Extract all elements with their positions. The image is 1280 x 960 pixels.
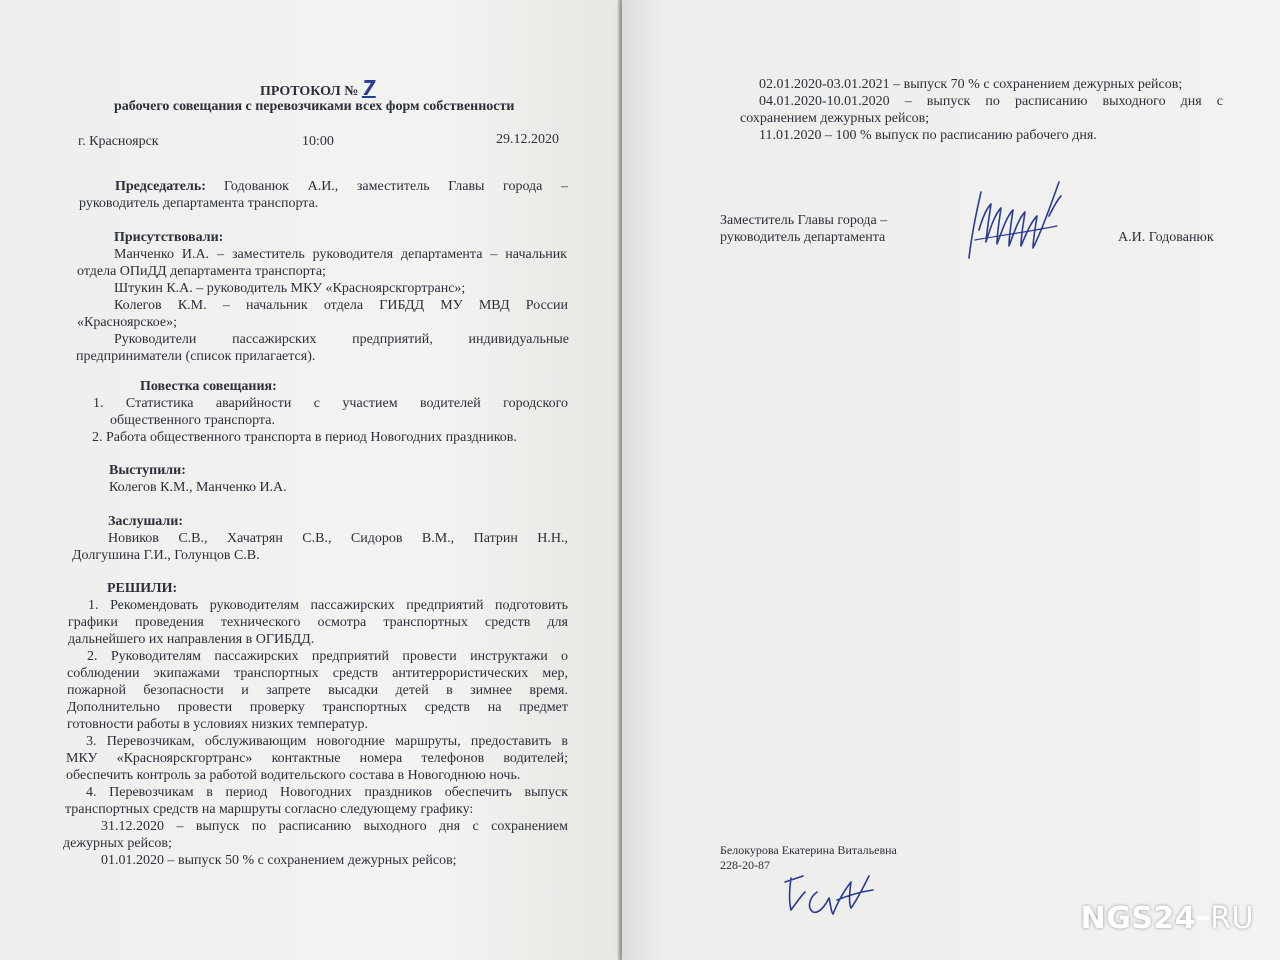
meeting-time: 10:00 bbox=[302, 134, 334, 149]
decided-line-5: соблюдении экипажами транспортных средств антитеррористических мер, bbox=[67, 666, 568, 681]
schedule-line-2: 04.01.2020-10.01.2020 – выпуск по расписанию выходного дня с bbox=[759, 94, 1223, 109]
decided-line-11: обеспечить контроль за работой водительского состава в Новогоднюю ночь. bbox=[66, 768, 521, 783]
present-line-2: отдела ОПиДД департамента транспорта; bbox=[77, 264, 326, 279]
chair-line-2: руководитель департамента транспорта. bbox=[79, 196, 319, 211]
document-page-left bbox=[0, 0, 622, 960]
agenda-line-2: общественного транспорта. bbox=[110, 413, 275, 428]
agenda-label: Повестка совещания: bbox=[140, 379, 277, 394]
agenda-line-1: 1. Статистика аварийности с участием водителей городского bbox=[93, 396, 568, 411]
meeting-date: 29.12.2020 bbox=[496, 132, 559, 147]
decided-line-10: МКУ «Красноярскгортранс» контактные номера телефонов водителей; bbox=[66, 751, 568, 766]
spoke-label: Выступили: bbox=[109, 463, 186, 478]
watermark-brand: NGS24 bbox=[1080, 901, 1197, 936]
present-line-7: предприниматели (список прилагается). bbox=[76, 349, 316, 364]
decided-label: РЕШИЛИ: bbox=[107, 581, 178, 596]
ngs24-watermark-logo bbox=[1081, 901, 1254, 936]
decided-line-14: 31.12.2020 – выпуск по расписанию выходного дня с сохранением bbox=[101, 819, 568, 834]
decided-line-6: пожарной безопасности и запрете высадки детей в зимнее время. bbox=[67, 683, 568, 698]
signer-title-line-2: руководитель департамента bbox=[720, 230, 886, 245]
initials-signature-image bbox=[777, 862, 887, 922]
decided-line-15: дежурных рейсов; bbox=[63, 836, 172, 851]
schedule-line-4: 11.01.2020 – 100 % выпуск по расписанию рабочего дня. bbox=[759, 128, 1097, 143]
protocol-title-text: ПРОТОКОЛ № bbox=[260, 84, 359, 99]
decided-line-8: готовности работы в условиях низких температур. bbox=[67, 717, 368, 732]
decided-line-12: 4. Перевозчикам в период Новогодних праздников обеспечить выпуск bbox=[86, 785, 568, 800]
document-page-right bbox=[622, 0, 1280, 960]
present-label: Присутствовали: bbox=[114, 230, 224, 245]
chair-line-1: Годованюк А.И., заместитель Главы города – bbox=[224, 179, 568, 194]
decided-line-9: 3. Перевозчикам, обслуживающим новогодние маршруты, предоставить в bbox=[86, 734, 568, 749]
heard-line-1: Новиков С.В., Хачатрян С.В., Сидоров В.М., Патрин Н.Н., bbox=[108, 531, 568, 546]
heard-line-2: Долгушина Г.И., Голунцов С.В. bbox=[72, 548, 260, 563]
executor-phone: 228-20-87 bbox=[720, 858, 770, 872]
protocol-number: 7 bbox=[361, 76, 376, 100]
watermark-dot bbox=[1197, 916, 1209, 920]
decided-line-16: 01.01.2020 – выпуск 50 % с сохранением дежурных рейсов; bbox=[101, 853, 457, 868]
signer-name: А.И. Годованюк bbox=[1118, 230, 1214, 245]
agenda-line-3: 2. Работа общественного транспорта в период Новогодних праздников. bbox=[92, 430, 517, 445]
present-line-6: Руководители пассажирских предприятий, индивидуальные bbox=[114, 332, 569, 347]
decided-line-4: 2. Руководителям пассажирских предприятий провести инструктажи о bbox=[87, 649, 568, 664]
signer-title-line-1: Заместитель Главы города – bbox=[720, 213, 888, 228]
present-line-3: Штукин К.А. – руководитель МКУ «Красноярскгортранс»; bbox=[114, 281, 466, 296]
chair-label: Председатель: bbox=[115, 179, 206, 194]
decided-line-3: дальнейшего их направления в ОГИБДД. bbox=[68, 632, 315, 647]
protocol-subtitle: рабочего совещания с перевозчиками всех форм собственности bbox=[114, 99, 515, 114]
heard-label: Заслушали: bbox=[108, 514, 183, 529]
schedule-line-3: сохранением дежурных рейсов; bbox=[740, 111, 930, 126]
present-line-1: Манченко И.А. – заместитель руководителя департамента – начальник bbox=[114, 247, 567, 262]
schedule-line-1: 02.01.2020-03.01.2021 – выпуск 70 % с сохранением дежурных рейсов; bbox=[759, 77, 1183, 92]
watermark-tld: RU bbox=[1210, 901, 1254, 936]
executor-name: Белокурова Екатерина Витальевна bbox=[720, 843, 897, 857]
present-line-5: «Красноярское»; bbox=[77, 315, 178, 330]
decided-line-7: Дополнительно провести проверку транспортных средств на предмет bbox=[67, 700, 568, 715]
decided-line-1: 1. Рекомендовать руководителям пассажирских предприятий подготовить bbox=[88, 598, 568, 613]
spoke-text: Колегов К.М., Манченко И.А. bbox=[109, 480, 287, 495]
present-line-4: Колегов К.М. – начальник отдела ГИБДД МУ МВД России bbox=[114, 298, 568, 313]
city: г. Красноярск bbox=[78, 134, 159, 149]
signature-image bbox=[957, 170, 1097, 265]
protocol-title bbox=[260, 76, 376, 100]
decided-line-13: транспортных средств на маршруты согласно следующему графику: bbox=[65, 802, 474, 817]
decided-line-2: графики проведения технического осмотра транспортных средств для bbox=[68, 615, 568, 630]
